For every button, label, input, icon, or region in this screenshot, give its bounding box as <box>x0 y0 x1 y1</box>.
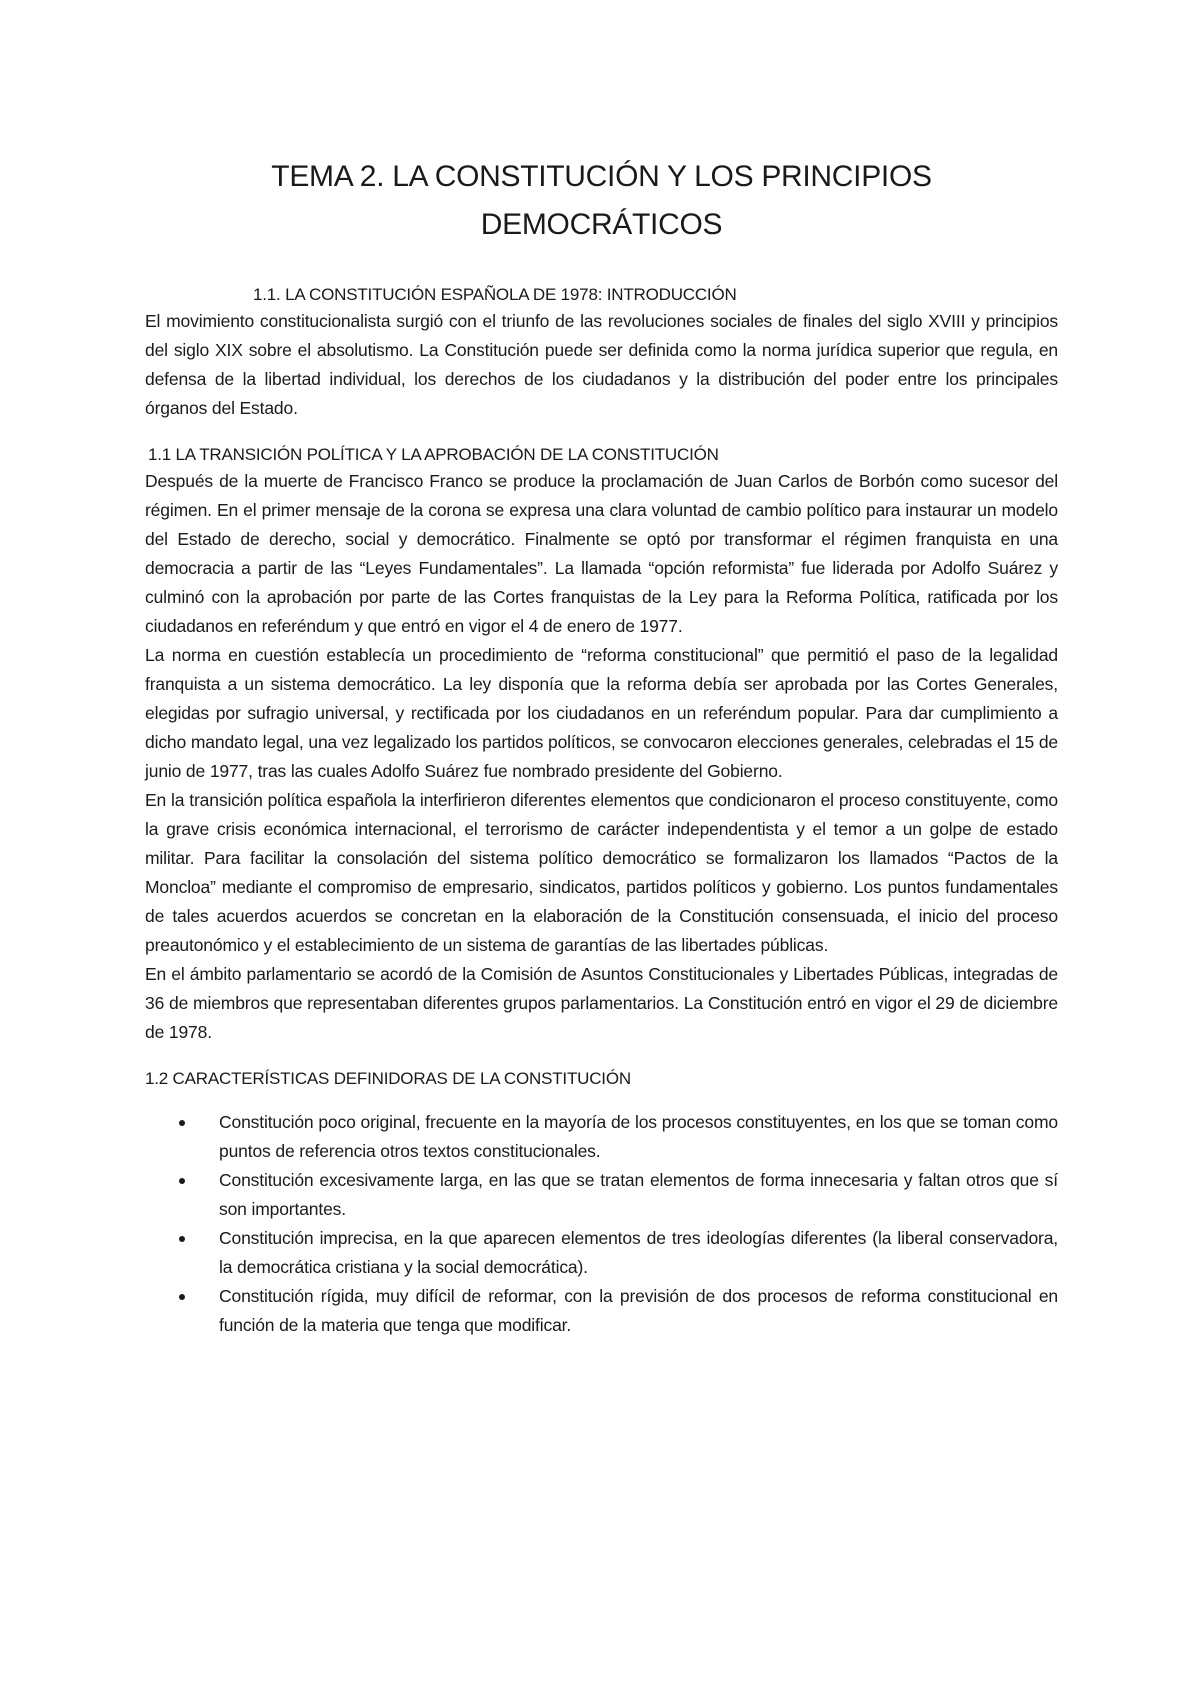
page-title-line-2: DEMOCRÁTICOS <box>480 208 723 241</box>
list-item-text: Constitución excesivamente larga, en las que se tratan elementos de forma innecesaria y faltan otros que sí son importantes. <box>219 1170 1058 1219</box>
page-title <box>145 0 1058 249</box>
page-title-line-1: TEMA 2. LA CONSTITUCIÓN Y LOS PRINCIPIOS <box>271 160 932 193</box>
list-item-text: Constitución rígida, muy difícil de reformar, con la previsión de dos procesos de reforma constitucional en función de la materia que tenga que modificar. <box>219 1286 1058 1335</box>
section-heading-caracteristicas: 1.2 CARACTERÍSTICAS DEFINIDORAS DE LA CONSTITUCIÓN <box>145 1069 631 1088</box>
section-heading-introduccion: 1.1. LA CONSTITUCIÓN ESPAÑOLA DE 1978: INTRODUCCIÓN <box>253 285 737 304</box>
paragraph-introduccion: El movimiento constitucionalista surgió con el triunfo de las revoluciones sociales de finales del siglo XVIII y principios del siglo XIX sobre el absolutismo. La Constitución puede ser definida como la norma jurídica superior que regula, en defensa de la libertad individual, los derechos de los ciudadanos y la distribución del poder entre los principales órganos del Estado. <box>145 311 1058 418</box>
list-item-text: Constitución imprecisa, en la que aparecen elementos de tres ideologías diferentes (la liberal conservadora, la democrática cristiana y la social democrática). <box>219 1228 1058 1277</box>
list-item <box>145 1224 1058 1282</box>
list-item <box>145 1108 1058 1166</box>
paragraph-transicion-3: En la transición política española la interfirieron diferentes elementos que condicionaron el proceso constituyente, como la grave crisis económica internacional, el terrorismo de carácter independentista y el temor a un golpe de estado militar. Para facilitar la consolación del sistema político democrático se formalizaron los llamados “Pactos de la Moncloa” mediante el compromiso de empresario, sindicatos, partidos políticos y gobierno. Los puntos fundamentales de tales acuerdos acuerdos se concretan en la elaboración de la Constitución consensuada, el inicio del proceso preautonómico y el establecimiento de un sistema de garantías de las libertades públicas. <box>145 790 1058 955</box>
bullet-icon <box>179 1294 185 1300</box>
list-item <box>145 1166 1058 1224</box>
section-heading-transicion: 1.1 LA TRANSICIÓN POLÍTICA Y LA APROBACIÓN DE LA CONSTITUCIÓN <box>148 445 719 464</box>
characteristics-list <box>145 1108 1058 1340</box>
list-item <box>145 1282 1058 1340</box>
bullet-icon <box>179 1120 185 1126</box>
paragraph-transicion-4: En el ámbito parlamentario se acordó de la Comisión de Asuntos Constitucionales y Libertades Públicas, integradas de 36 de miembros que representaban diferentes grupos parlamentarios. La Constitución entró en vigor el 29 de diciembre de 1978. <box>145 964 1058 1042</box>
paragraph-transicion-2: La norma en cuestión establecía un procedimiento de “reforma constitucional” que permitió el paso de la legalidad franquista a un sistema democrático. La ley disponía que la reforma debía ser aprobada por las Cortes Generales, elegidas por sufragio universal, y rectificada por los ciudadanos en un referéndum popular. Para dar cumplimiento a dicho mandato legal, una vez legalizado los partidos políticos, se convocaron elecciones generales, celebradas el 15 de junio de 1977, tras las cuales Adolfo Suárez fue nombrado presidente del Gobierno. <box>145 645 1058 781</box>
bullet-icon <box>179 1236 185 1242</box>
list-item-text: Constitución poco original, frecuente en la mayoría de los procesos constituyentes, en los que se toman como puntos de referencia otros textos constitucionales. <box>219 1112 1058 1161</box>
paragraph-transicion-1: Después de la muerte de Francisco Franco se produce la proclamación de Juan Carlos de Borbón como sucesor del régimen. En el primer mensaje de la corona se expresa una clara voluntad de cambio político para instaurar un modelo del Estado de derecho, social y democrático. Finalmente se optó por transformar el régimen franquista en una democracia a partir de las “Leyes Fundamentales”. La llamada “opción reformista” fue liderada por Adolfo Suárez y culminó con la aprobación por parte de las Cortes franquistas de la Ley para la Reforma Política, ratificada por los ciudadanos en referéndum y que entró en vigor el 4 de enero de 1977. <box>145 471 1058 636</box>
bullet-icon <box>179 1178 185 1184</box>
